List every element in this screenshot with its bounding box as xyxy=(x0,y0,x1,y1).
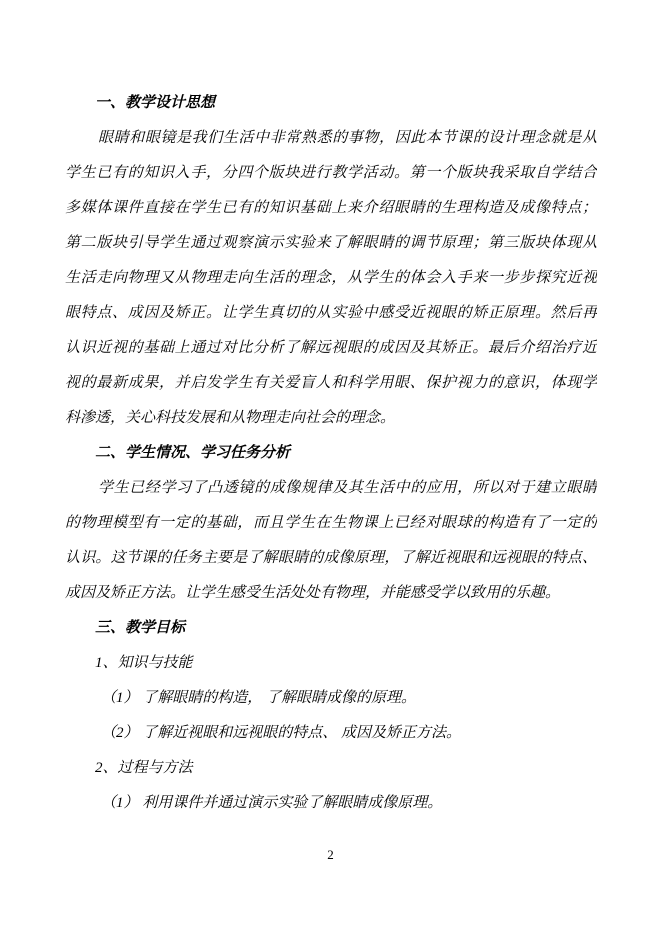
list-item: （1） 利用课件并通过演示实验了解眼睛成像原理。 xyxy=(101,795,443,811)
list-item: （1） 了解眼睛的构造， 了解眼睛成像的原理。 xyxy=(101,690,417,706)
section-1-heading: 一、教学设计思想 xyxy=(95,95,216,111)
list-item: 1、知识与技能 xyxy=(95,655,193,671)
document-content xyxy=(65,86,597,821)
text-line: 学生已有的知识入手，分四个版块进行教学活动。第一个版块我采取自学结合 xyxy=(65,165,597,181)
text-line: 生活走向物理又从物理走向生活的理念，从学生的体会入手来一步步探究近视 xyxy=(65,270,597,286)
text-line: 眼睛和眼镜是我们生活中非常熟悉的事物，因此本节课的设计理念就是从 xyxy=(98,130,597,146)
section-2-heading: 二、学生情况、学习任务分析 xyxy=(95,445,291,461)
text-line: 认识近视的基础上通过对比分析了解远视眼的成因及其矫正。最后介绍治疗近 xyxy=(65,340,597,356)
list-item: 2、过程与方法 xyxy=(95,760,193,776)
text-line: 的物理模型有一定的基础，而且学生在生物课上已经对眼球的构造有了一定的 xyxy=(65,515,597,531)
text-line: 科渗透，关心科技发展和从物理走向社会的理念。 xyxy=(65,410,396,426)
text-line: 多媒体课件直接在学生已有的知识基础上来介绍眼睛的生理构造及成像特点； xyxy=(65,200,597,216)
section-3-heading: 三、教学目标 xyxy=(95,620,186,636)
text-line: 学生已经学习了凸透镜的成像规律及其生活中的应用，所以对于建立眼睛 xyxy=(98,480,597,496)
page-number: 2 xyxy=(327,847,334,862)
text-line: 视的最新成果，并启发学生有关爱盲人和科学用眼、保护视力的意识，体现学 xyxy=(65,375,597,391)
list-item: （2） 了解近视眼和远视眼的特点、 成因及矫正方法。 xyxy=(101,725,462,741)
text-line: 认识。这节课的任务主要是了解眼睛的成像原理，了解近视眼和远视眼的特点、 xyxy=(65,550,597,566)
text-line: 成因及矫正方法。让学生感受生活处处有物理，并能感受学以致用的乐趣。 xyxy=(65,585,561,601)
page-footer xyxy=(0,845,661,865)
text-line: 第二版块引导学生通过观察演示实验来了解眼睛的调节原理；第三版块体现从 xyxy=(65,235,597,251)
text-line: 眼特点、成因及矫正。让学生真切的从实验中感受近视眼的矫正原理。然后再 xyxy=(65,305,597,321)
